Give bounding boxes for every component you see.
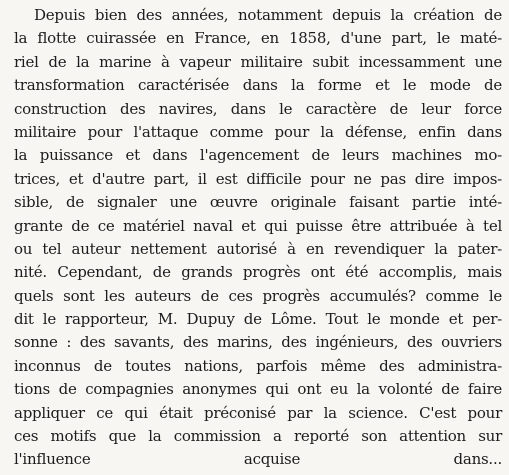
text-line: l'influence acquise dans... xyxy=(14,450,502,469)
text-line: sible, de signaler une œuvre originale faisant partie inté- xyxy=(14,193,502,212)
text-line: la flotte cuirassée en France, en 1858, d'une part, le maté- xyxy=(14,29,502,48)
text-line: nité. Cependant, de grands progrès ont été accomplis, mais xyxy=(14,263,502,282)
text-line: riel de la marine à vapeur militaire subit incessamment une xyxy=(14,52,502,71)
text-line: appliquer ce qui était préconisé par la science. C'est pour xyxy=(14,403,502,422)
text-line: inconnus de toutes nations, parfois même des administra- xyxy=(14,356,502,375)
text-line: Depuis bien des années, notamment depuis la création de xyxy=(34,6,502,24)
text-line: ou tel auteur nettement autorisé à en revendiquer la pater- xyxy=(14,239,502,258)
text-line: dit le rapporteur, M. Dupuy de Lôme. Tout le monde et per- xyxy=(14,310,502,329)
text-line: grante de ce matériel naval et qui puisse être attribuée à tel xyxy=(14,216,502,235)
text-line: trices, et d'autre part, il est difficile pour ne pas dire impos- xyxy=(14,169,502,188)
text-line: transformation caractérisée dans la forme et le mode de xyxy=(14,76,502,95)
text-line: construction des navires, dans le caractère de leur force xyxy=(14,99,502,118)
text-line: tions de compagnies anonymes qui ont eu la volonté de faire xyxy=(14,380,502,399)
text-line: militaire pour l'attaque comme pour la défense, enfin dans xyxy=(14,122,502,141)
text-line: ces motifs que la commission a reporté son attention sur xyxy=(14,427,502,446)
text-line: la puissance et dans l'agencement de leurs machines mo- xyxy=(14,146,502,165)
text-line: sonne : des savants, des marins, des ingénieurs, des ouvriers xyxy=(14,333,502,352)
paragraph xyxy=(14,4,502,472)
text-line: quels sont les auteurs de ces progrès accumulés? comme le xyxy=(14,286,502,305)
